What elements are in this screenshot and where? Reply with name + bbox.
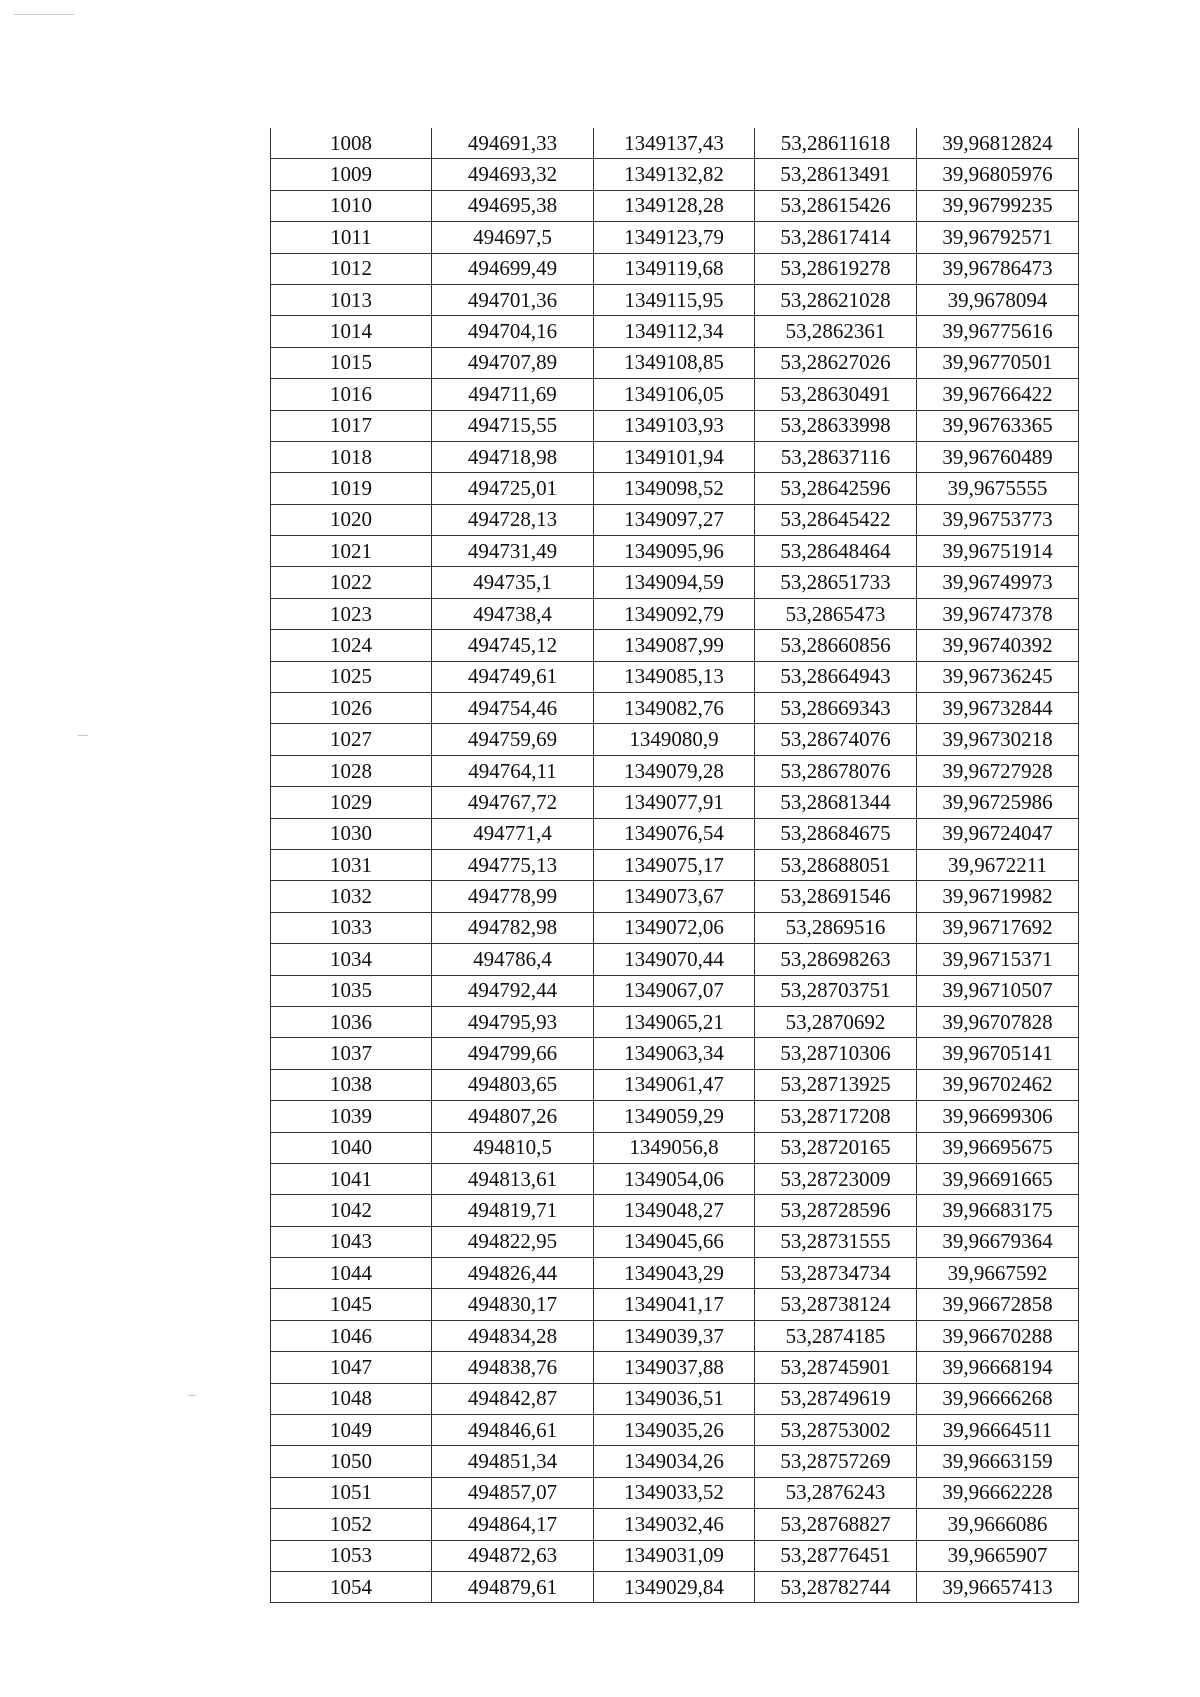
x-coordinate-cell: 494819,71 xyxy=(432,1195,594,1226)
table-row xyxy=(271,1383,1079,1414)
longitude-cell: 39,96753773 xyxy=(917,504,1079,535)
y-coordinate-cell: 1349092,79 xyxy=(594,598,755,629)
table-row xyxy=(271,724,1079,755)
longitude-cell: 39,96749973 xyxy=(917,567,1079,598)
point-number-cell: 1049 xyxy=(271,1415,432,1446)
longitude-cell: 39,96751914 xyxy=(917,536,1079,567)
y-coordinate-cell: 1349132,82 xyxy=(594,159,755,190)
x-coordinate-cell: 494759,69 xyxy=(432,724,594,755)
latitude-cell: 53,28728596 xyxy=(755,1195,917,1226)
longitude-cell: 39,96792571 xyxy=(917,222,1079,253)
latitude-cell: 53,28745901 xyxy=(755,1352,917,1383)
x-coordinate-cell: 494764,11 xyxy=(432,755,594,786)
table-row xyxy=(271,849,1079,880)
table-row xyxy=(271,536,1079,567)
y-coordinate-cell: 1349115,95 xyxy=(594,284,755,315)
point-number-cell: 1052 xyxy=(271,1509,432,1540)
table-row xyxy=(271,1352,1079,1383)
y-coordinate-cell: 1349128,28 xyxy=(594,190,755,221)
y-coordinate-cell: 1349032,46 xyxy=(594,1509,755,1540)
latitude-cell: 53,2876243 xyxy=(755,1477,917,1508)
table-row xyxy=(271,944,1079,975)
table-row xyxy=(271,159,1079,190)
longitude-cell: 39,96760489 xyxy=(917,441,1079,472)
x-coordinate-cell: 494838,76 xyxy=(432,1352,594,1383)
x-coordinate-cell: 494701,36 xyxy=(432,284,594,315)
table-row xyxy=(271,1258,1079,1289)
x-coordinate-cell: 494697,5 xyxy=(432,222,594,253)
latitude-cell: 53,28674076 xyxy=(755,724,917,755)
y-coordinate-cell: 1349048,27 xyxy=(594,1195,755,1226)
point-number-cell: 1047 xyxy=(271,1352,432,1383)
point-number-cell: 1034 xyxy=(271,944,432,975)
latitude-cell: 53,28660856 xyxy=(755,630,917,661)
point-number-cell: 1008 xyxy=(271,128,432,159)
point-number-cell: 1015 xyxy=(271,347,432,378)
x-coordinate-cell: 494807,26 xyxy=(432,1101,594,1132)
y-coordinate-cell: 1349059,29 xyxy=(594,1101,755,1132)
point-number-cell: 1029 xyxy=(271,787,432,818)
longitude-cell: 39,96710507 xyxy=(917,975,1079,1006)
table-row xyxy=(271,975,1079,1006)
y-coordinate-cell: 1349031,09 xyxy=(594,1540,755,1571)
longitude-cell: 39,96672858 xyxy=(917,1289,1079,1320)
table-row xyxy=(271,598,1079,629)
point-number-cell: 1046 xyxy=(271,1320,432,1351)
latitude-cell: 53,28757269 xyxy=(755,1446,917,1477)
y-coordinate-cell: 1349065,21 xyxy=(594,1006,755,1037)
table-row xyxy=(271,1571,1079,1602)
y-coordinate-cell: 1349061,47 xyxy=(594,1069,755,1100)
x-coordinate-cell: 494745,12 xyxy=(432,630,594,661)
x-coordinate-cell: 494738,4 xyxy=(432,598,594,629)
point-number-cell: 1037 xyxy=(271,1038,432,1069)
point-number-cell: 1017 xyxy=(271,410,432,441)
x-coordinate-cell: 494834,28 xyxy=(432,1320,594,1351)
y-coordinate-cell: 1349080,9 xyxy=(594,724,755,755)
y-coordinate-cell: 1349123,79 xyxy=(594,222,755,253)
y-coordinate-cell: 1349034,26 xyxy=(594,1446,755,1477)
latitude-cell: 53,28678076 xyxy=(755,755,917,786)
point-number-cell: 1041 xyxy=(271,1163,432,1194)
longitude-cell: 39,9675555 xyxy=(917,473,1079,504)
longitude-cell: 39,96725986 xyxy=(917,787,1079,818)
table-row xyxy=(271,1540,1079,1571)
table-row xyxy=(271,1163,1079,1194)
latitude-cell: 53,28734734 xyxy=(755,1258,917,1289)
table-row xyxy=(271,253,1079,284)
table-row xyxy=(271,1132,1079,1163)
y-coordinate-cell: 1349094,59 xyxy=(594,567,755,598)
longitude-cell: 39,96736245 xyxy=(917,661,1079,692)
longitude-cell: 39,96699306 xyxy=(917,1101,1079,1132)
latitude-cell: 53,28703751 xyxy=(755,975,917,1006)
latitude-cell: 53,28684675 xyxy=(755,818,917,849)
point-number-cell: 1043 xyxy=(271,1226,432,1257)
scan-artifact-top xyxy=(14,14,74,15)
point-number-cell: 1016 xyxy=(271,379,432,410)
point-number-cell: 1039 xyxy=(271,1101,432,1132)
y-coordinate-cell: 1349033,52 xyxy=(594,1477,755,1508)
longitude-cell: 39,96668194 xyxy=(917,1352,1079,1383)
table-row xyxy=(271,1446,1079,1477)
x-coordinate-cell: 494718,98 xyxy=(432,441,594,472)
table-row xyxy=(271,1415,1079,1446)
table-row xyxy=(271,630,1079,661)
point-number-cell: 1013 xyxy=(271,284,432,315)
x-coordinate-cell: 494735,1 xyxy=(432,567,594,598)
table-row xyxy=(271,128,1079,159)
x-coordinate-cell: 494691,33 xyxy=(432,128,594,159)
longitude-cell: 39,96702462 xyxy=(917,1069,1079,1100)
y-coordinate-cell: 1349072,06 xyxy=(594,912,755,943)
y-coordinate-cell: 1349036,51 xyxy=(594,1383,755,1414)
y-coordinate-cell: 1349075,17 xyxy=(594,849,755,880)
latitude-cell: 53,28619278 xyxy=(755,253,917,284)
point-number-cell: 1025 xyxy=(271,661,432,692)
longitude-cell: 39,9665907 xyxy=(917,1540,1079,1571)
longitude-cell: 39,96747378 xyxy=(917,598,1079,629)
latitude-cell: 53,28611618 xyxy=(755,128,917,159)
point-number-cell: 1027 xyxy=(271,724,432,755)
y-coordinate-cell: 1349073,67 xyxy=(594,881,755,912)
latitude-cell: 53,28664943 xyxy=(755,661,917,692)
x-coordinate-cell: 494792,44 xyxy=(432,975,594,1006)
latitude-cell: 53,2874185 xyxy=(755,1320,917,1351)
x-coordinate-cell: 494810,5 xyxy=(432,1132,594,1163)
table-row xyxy=(271,818,1079,849)
longitude-cell: 39,96719982 xyxy=(917,881,1079,912)
point-number-cell: 1031 xyxy=(271,849,432,880)
x-coordinate-cell: 494778,99 xyxy=(432,881,594,912)
y-coordinate-cell: 1349082,76 xyxy=(594,693,755,724)
longitude-cell: 39,96691665 xyxy=(917,1163,1079,1194)
x-coordinate-cell: 494699,49 xyxy=(432,253,594,284)
x-coordinate-cell: 494715,55 xyxy=(432,410,594,441)
longitude-cell: 39,9666086 xyxy=(917,1509,1079,1540)
longitude-cell: 39,96695675 xyxy=(917,1132,1079,1163)
x-coordinate-cell: 494786,4 xyxy=(432,944,594,975)
y-coordinate-cell: 1349035,26 xyxy=(594,1415,755,1446)
y-coordinate-cell: 1349098,52 xyxy=(594,473,755,504)
y-coordinate-cell: 1349056,8 xyxy=(594,1132,755,1163)
point-number-cell: 1044 xyxy=(271,1258,432,1289)
latitude-cell: 53,28749619 xyxy=(755,1383,917,1414)
coordinates-table xyxy=(270,128,1079,1603)
y-coordinate-cell: 1349070,44 xyxy=(594,944,755,975)
longitude-cell: 39,96732844 xyxy=(917,693,1079,724)
latitude-cell: 53,2862361 xyxy=(755,316,917,347)
table-row xyxy=(271,504,1079,535)
latitude-cell: 53,28717208 xyxy=(755,1101,917,1132)
latitude-cell: 53,28691546 xyxy=(755,881,917,912)
coordinates-table-body xyxy=(271,128,1079,1603)
longitude-cell: 39,96724047 xyxy=(917,818,1079,849)
latitude-cell: 53,28681344 xyxy=(755,787,917,818)
x-coordinate-cell: 494803,65 xyxy=(432,1069,594,1100)
longitude-cell: 39,96664511 xyxy=(917,1415,1079,1446)
latitude-cell: 53,28627026 xyxy=(755,347,917,378)
x-coordinate-cell: 494795,93 xyxy=(432,1006,594,1037)
x-coordinate-cell: 494822,95 xyxy=(432,1226,594,1257)
point-number-cell: 1053 xyxy=(271,1540,432,1571)
table-row xyxy=(271,912,1079,943)
x-coordinate-cell: 494879,61 xyxy=(432,1571,594,1602)
y-coordinate-cell: 1349079,28 xyxy=(594,755,755,786)
x-coordinate-cell: 494704,16 xyxy=(432,316,594,347)
point-number-cell: 1018 xyxy=(271,441,432,472)
y-coordinate-cell: 1349106,05 xyxy=(594,379,755,410)
point-number-cell: 1014 xyxy=(271,316,432,347)
y-coordinate-cell: 1349045,66 xyxy=(594,1226,755,1257)
table-row xyxy=(271,755,1079,786)
y-coordinate-cell: 1349029,84 xyxy=(594,1571,755,1602)
x-coordinate-cell: 494857,07 xyxy=(432,1477,594,1508)
longitude-cell: 39,9678094 xyxy=(917,284,1079,315)
x-coordinate-cell: 494813,61 xyxy=(432,1163,594,1194)
longitude-cell: 39,96705141 xyxy=(917,1038,1079,1069)
point-number-cell: 1040 xyxy=(271,1132,432,1163)
table-row xyxy=(271,693,1079,724)
point-number-cell: 1038 xyxy=(271,1069,432,1100)
x-coordinate-cell: 494830,17 xyxy=(432,1289,594,1320)
y-coordinate-cell: 1349077,91 xyxy=(594,787,755,818)
latitude-cell: 53,28630491 xyxy=(755,379,917,410)
point-number-cell: 1035 xyxy=(271,975,432,1006)
y-coordinate-cell: 1349119,68 xyxy=(594,253,755,284)
latitude-cell: 53,28698263 xyxy=(755,944,917,975)
table-row xyxy=(271,1320,1079,1351)
latitude-cell: 53,28645422 xyxy=(755,504,917,535)
point-number-cell: 1009 xyxy=(271,159,432,190)
latitude-cell: 53,28669343 xyxy=(755,693,917,724)
point-number-cell: 1036 xyxy=(271,1006,432,1037)
point-number-cell: 1026 xyxy=(271,693,432,724)
longitude-cell: 39,96727928 xyxy=(917,755,1079,786)
x-coordinate-cell: 494799,66 xyxy=(432,1038,594,1069)
x-coordinate-cell: 494775,13 xyxy=(432,849,594,880)
longitude-cell: 39,96766422 xyxy=(917,379,1079,410)
y-coordinate-cell: 1349095,96 xyxy=(594,536,755,567)
point-number-cell: 1022 xyxy=(271,567,432,598)
longitude-cell: 39,96663159 xyxy=(917,1446,1079,1477)
point-number-cell: 1028 xyxy=(271,755,432,786)
x-coordinate-cell: 494754,46 xyxy=(432,693,594,724)
latitude-cell: 53,28648464 xyxy=(755,536,917,567)
latitude-cell: 53,28776451 xyxy=(755,1540,917,1571)
longitude-cell: 39,96683175 xyxy=(917,1195,1079,1226)
longitude-cell: 39,96662228 xyxy=(917,1477,1079,1508)
longitude-cell: 39,96707828 xyxy=(917,1006,1079,1037)
table-row xyxy=(271,1195,1079,1226)
latitude-cell: 53,28621028 xyxy=(755,284,917,315)
latitude-cell: 53,28720165 xyxy=(755,1132,917,1163)
table-row xyxy=(271,410,1079,441)
table-row xyxy=(271,1038,1079,1069)
x-coordinate-cell: 494872,63 xyxy=(432,1540,594,1571)
latitude-cell: 53,28731555 xyxy=(755,1226,917,1257)
latitude-cell: 53,28651733 xyxy=(755,567,917,598)
y-coordinate-cell: 1349043,29 xyxy=(594,1258,755,1289)
latitude-cell: 53,28782744 xyxy=(755,1571,917,1602)
y-coordinate-cell: 1349087,99 xyxy=(594,630,755,661)
table-row xyxy=(271,1069,1079,1100)
latitude-cell: 53,28613491 xyxy=(755,159,917,190)
point-number-cell: 1024 xyxy=(271,630,432,661)
point-number-cell: 1023 xyxy=(271,598,432,629)
point-number-cell: 1011 xyxy=(271,222,432,253)
point-number-cell: 1033 xyxy=(271,912,432,943)
latitude-cell: 53,2865473 xyxy=(755,598,917,629)
y-coordinate-cell: 1349101,94 xyxy=(594,441,755,472)
table-row xyxy=(271,222,1079,253)
table-row xyxy=(271,1226,1079,1257)
x-coordinate-cell: 494693,32 xyxy=(432,159,594,190)
table-row xyxy=(271,1509,1079,1540)
x-coordinate-cell: 494695,38 xyxy=(432,190,594,221)
x-coordinate-cell: 494728,13 xyxy=(432,504,594,535)
point-number-cell: 1048 xyxy=(271,1383,432,1414)
table-row xyxy=(271,347,1079,378)
point-number-cell: 1050 xyxy=(271,1446,432,1477)
longitude-cell: 39,96666268 xyxy=(917,1383,1079,1414)
latitude-cell: 53,28738124 xyxy=(755,1289,917,1320)
latitude-cell: 53,28642596 xyxy=(755,473,917,504)
point-number-cell: 1051 xyxy=(271,1477,432,1508)
point-number-cell: 1030 xyxy=(271,818,432,849)
latitude-cell: 53,28688051 xyxy=(755,849,917,880)
longitude-cell: 39,96812824 xyxy=(917,128,1079,159)
latitude-cell: 53,28710306 xyxy=(755,1038,917,1069)
point-number-cell: 1020 xyxy=(271,504,432,535)
latitude-cell: 53,28637116 xyxy=(755,441,917,472)
x-coordinate-cell: 494711,69 xyxy=(432,379,594,410)
x-coordinate-cell: 494749,61 xyxy=(432,661,594,692)
point-number-cell: 1012 xyxy=(271,253,432,284)
y-coordinate-cell: 1349103,93 xyxy=(594,410,755,441)
x-coordinate-cell: 494767,72 xyxy=(432,787,594,818)
longitude-cell: 39,96770501 xyxy=(917,347,1079,378)
longitude-cell: 39,96730218 xyxy=(917,724,1079,755)
y-coordinate-cell: 1349108,85 xyxy=(594,347,755,378)
y-coordinate-cell: 1349039,37 xyxy=(594,1320,755,1351)
latitude-cell: 53,28615426 xyxy=(755,190,917,221)
point-number-cell: 1010 xyxy=(271,190,432,221)
x-coordinate-cell: 494842,87 xyxy=(432,1383,594,1414)
latitude-cell: 53,2869516 xyxy=(755,912,917,943)
x-coordinate-cell: 494707,89 xyxy=(432,347,594,378)
point-number-cell: 1021 xyxy=(271,536,432,567)
point-number-cell: 1042 xyxy=(271,1195,432,1226)
longitude-cell: 39,9667592 xyxy=(917,1258,1079,1289)
latitude-cell: 53,28713925 xyxy=(755,1069,917,1100)
longitude-cell: 39,96715371 xyxy=(917,944,1079,975)
longitude-cell: 39,96763365 xyxy=(917,410,1079,441)
scan-artifact-left-1 xyxy=(78,735,88,736)
y-coordinate-cell: 1349097,27 xyxy=(594,504,755,535)
longitude-cell: 39,96657413 xyxy=(917,1571,1079,1602)
x-coordinate-cell: 494771,4 xyxy=(432,818,594,849)
table-row xyxy=(271,661,1079,692)
table-row xyxy=(271,1477,1079,1508)
table-row xyxy=(271,473,1079,504)
longitude-cell: 39,96717692 xyxy=(917,912,1079,943)
x-coordinate-cell: 494846,61 xyxy=(432,1415,594,1446)
longitude-cell: 39,96799235 xyxy=(917,190,1079,221)
longitude-cell: 39,96670288 xyxy=(917,1320,1079,1351)
table-row xyxy=(271,441,1079,472)
table-row xyxy=(271,567,1079,598)
x-coordinate-cell: 494731,49 xyxy=(432,536,594,567)
latitude-cell: 53,2870692 xyxy=(755,1006,917,1037)
y-coordinate-cell: 1349067,07 xyxy=(594,975,755,1006)
x-coordinate-cell: 494851,34 xyxy=(432,1446,594,1477)
longitude-cell: 39,96805976 xyxy=(917,159,1079,190)
table-row xyxy=(271,1289,1079,1320)
scan-artifact-left-2 xyxy=(188,1395,196,1396)
table-row xyxy=(271,316,1079,347)
longitude-cell: 39,96679364 xyxy=(917,1226,1079,1257)
y-coordinate-cell: 1349037,88 xyxy=(594,1352,755,1383)
y-coordinate-cell: 1349054,06 xyxy=(594,1163,755,1194)
y-coordinate-cell: 1349112,34 xyxy=(594,316,755,347)
table-row xyxy=(271,379,1079,410)
table-row xyxy=(271,284,1079,315)
table-row xyxy=(271,190,1079,221)
point-number-cell: 1019 xyxy=(271,473,432,504)
y-coordinate-cell: 1349063,34 xyxy=(594,1038,755,1069)
point-number-cell: 1054 xyxy=(271,1571,432,1602)
longitude-cell: 39,96740392 xyxy=(917,630,1079,661)
y-coordinate-cell: 1349137,43 xyxy=(594,128,755,159)
longitude-cell: 39,9672211 xyxy=(917,849,1079,880)
x-coordinate-cell: 494725,01 xyxy=(432,473,594,504)
y-coordinate-cell: 1349085,13 xyxy=(594,661,755,692)
latitude-cell: 53,28633998 xyxy=(755,410,917,441)
longitude-cell: 39,96786473 xyxy=(917,253,1079,284)
point-number-cell: 1045 xyxy=(271,1289,432,1320)
table-row xyxy=(271,1101,1079,1132)
table-row xyxy=(271,787,1079,818)
point-number-cell: 1032 xyxy=(271,881,432,912)
table-row xyxy=(271,881,1079,912)
latitude-cell: 53,28723009 xyxy=(755,1163,917,1194)
latitude-cell: 53,28753002 xyxy=(755,1415,917,1446)
latitude-cell: 53,28768827 xyxy=(755,1509,917,1540)
table-row xyxy=(271,1006,1079,1037)
latitude-cell: 53,28617414 xyxy=(755,222,917,253)
y-coordinate-cell: 1349076,54 xyxy=(594,818,755,849)
y-coordinate-cell: 1349041,17 xyxy=(594,1289,755,1320)
x-coordinate-cell: 494826,44 xyxy=(432,1258,594,1289)
longitude-cell: 39,96775616 xyxy=(917,316,1079,347)
x-coordinate-cell: 494864,17 xyxy=(432,1509,594,1540)
x-coordinate-cell: 494782,98 xyxy=(432,912,594,943)
